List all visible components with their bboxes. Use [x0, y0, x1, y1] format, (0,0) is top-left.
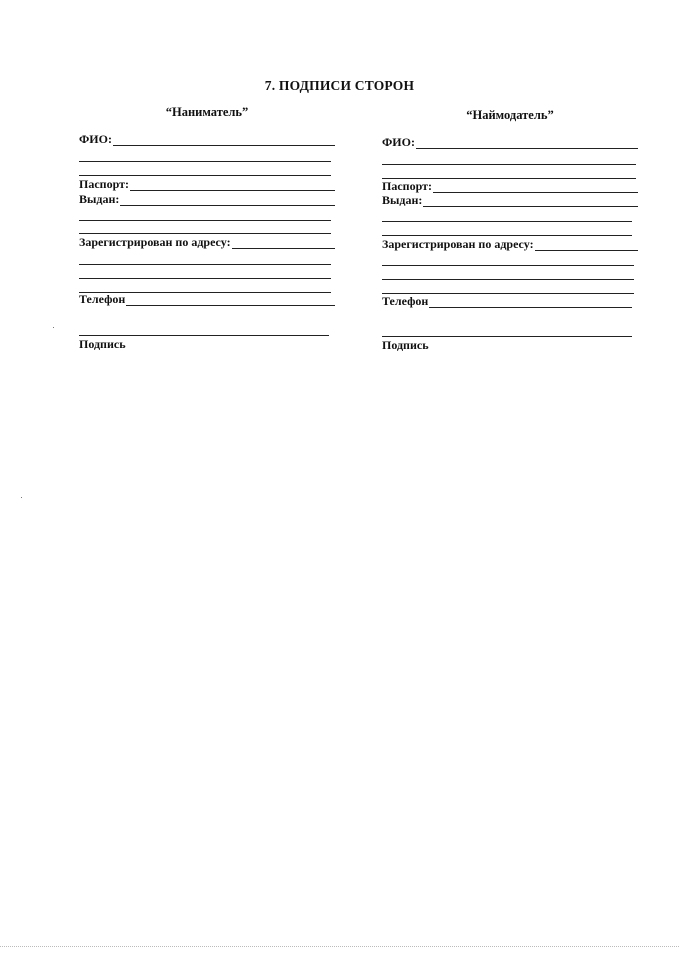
tenant-signature-line[interactable] [79, 335, 329, 336]
scan-bottom-edge [0, 946, 679, 947]
tenant-issued-label: Выдан: [79, 192, 120, 206]
tenant-registered-label: Зарегистрирован по адресу: [79, 235, 231, 249]
landlord-signature-label: Подпись [382, 338, 429, 352]
tenant-fio-field[interactable] [79, 133, 335, 146]
landlord-issued-label: Выдан: [382, 193, 423, 207]
tenant-phone-label: Телефон [79, 292, 126, 306]
landlord-issued-field[interactable] [382, 194, 638, 207]
landlord-phone-field[interactable] [382, 295, 632, 308]
scan-speck [21, 497, 22, 498]
tenant-phone-line[interactable] [126, 295, 335, 306]
landlord-registered-label: Зарегистрирован по адресу: [382, 237, 534, 251]
tenant-issued-extra-line-1[interactable] [79, 220, 331, 221]
tenant-registered-line[interactable] [232, 238, 335, 249]
tenant-fio-extra-line-2[interactable] [79, 175, 331, 176]
scan-speck [53, 327, 54, 328]
tenant-registered-extra-line-1[interactable] [79, 264, 331, 265]
landlord-passport-label: Паспорт: [382, 179, 432, 193]
landlord-fio-line[interactable] [416, 138, 638, 149]
landlord-passport-line[interactable] [433, 182, 638, 193]
tenant-fio-extra-line-1[interactable] [79, 161, 331, 162]
tenant-heading: “Наниматель” [165, 105, 249, 119]
tenant-passport-field[interactable] [79, 178, 335, 191]
tenant-fio-label: ФИО: [79, 132, 112, 146]
landlord-signature-line[interactable] [382, 336, 632, 337]
landlord-fio-extra-line-1[interactable] [382, 164, 636, 165]
tenant-issued-line[interactable] [120, 195, 335, 206]
tenant-issued-field[interactable] [79, 193, 335, 206]
tenant-passport-label: Паспорт: [79, 177, 129, 191]
tenant-registered-field[interactable] [79, 236, 335, 249]
landlord-issued-extra-line-2[interactable] [382, 235, 632, 236]
tenant-signature-label: Подпись [79, 337, 126, 351]
tenant-passport-line[interactable] [130, 180, 335, 191]
landlord-registered-line[interactable] [535, 240, 638, 251]
landlord-issued-line[interactable] [423, 196, 638, 207]
landlord-registered-extra-line-2[interactable] [382, 279, 634, 280]
landlord-heading: “Наймодатель” [466, 108, 554, 122]
landlord-fio-field[interactable] [382, 136, 638, 149]
landlord-passport-field[interactable] [382, 180, 638, 193]
landlord-issued-extra-line-1[interactable] [382, 221, 632, 222]
landlord-phone-label: Телефон [382, 294, 429, 308]
landlord-fio-label: ФИО: [382, 135, 415, 149]
tenant-phone-field[interactable] [79, 293, 335, 306]
landlord-phone-line[interactable] [429, 297, 632, 308]
tenant-fio-line[interactable] [113, 135, 335, 146]
landlord-registered-extra-line-1[interactable] [382, 265, 634, 266]
section-title: 7. ПОДПИСИ СТОРОН [264, 78, 415, 93]
tenant-issued-extra-line-2[interactable] [79, 233, 331, 234]
landlord-registered-field[interactable] [382, 238, 638, 251]
tenant-registered-extra-line-2[interactable] [79, 278, 331, 279]
